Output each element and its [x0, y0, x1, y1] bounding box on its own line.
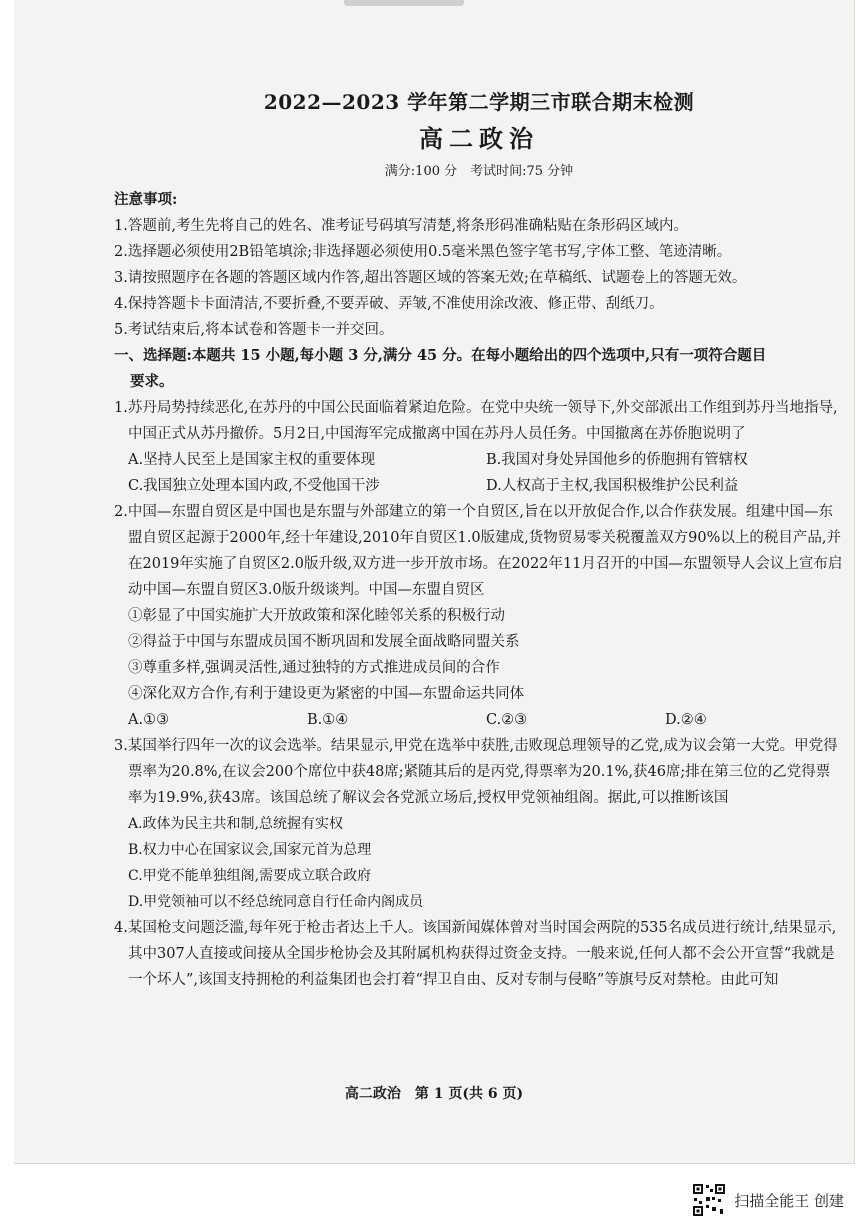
question-stem: 2.中国—东盟自贸区是中国也是东盟与外部建立的第一个自贸区,旨在以开放促合作,以合作获发展。组建中国—东盟自贸区起源于2000年,经十年建设,2010年自贸区1.0版建成,货物贸易零关税覆盖双方90%以上的税目产品,并在2019年实施了自贸区2.0版升级,双方进一步开放市场。在2022年11月召开的中国—东盟领导人会议上宣布启动中国—东盟自贸区3.0版升级谈判。中国—东盟自贸区: [114, 504, 843, 598]
option-b: B.我国对身处异国他乡的侨胞拥有管辖权: [486, 452, 748, 468]
options-row: [114, 707, 844, 733]
option-d: D.甲党领袖可以不经总统同意自行任命内阁成员: [128, 894, 424, 910]
option-c: C.我国独立处理本国内政,不受他国干涉: [128, 478, 380, 494]
option-b: B.权力中心在国家议会,国家元首为总理: [128, 842, 372, 858]
section-heading-cont: 要求。: [130, 373, 174, 390]
option-c: C.②③: [486, 712, 528, 728]
option-d: D.人权高于主权,我国积极维护公民利益: [486, 478, 739, 494]
exam-meta: 满分:100 分 考试时间:75 分钟: [384, 164, 574, 179]
statement: ③尊重多样,强调灵活性,通过独特的方式推进成员间的合作: [128, 660, 500, 676]
option-a: A.坚持人民至上是国家主权的重要体现: [128, 452, 376, 468]
exam-content: [114, 86, 844, 993]
notice-heading: 注意事项:: [114, 191, 178, 208]
exam-subject: 高二政治: [419, 124, 539, 153]
question-stem: 4.某国枪支问题泛滥,每年死于枪击者达上千人。该国新闻媒体曾对当时国会两院的535名成员进行统计,结果显示,其中307人直接或间接从全国步枪协会及其附属机构获得过资金支持。一般来说,任何人都不会公开宣誓“我就是一个坏人”,该国支持拥枪的利益集团也会打着“捍卫自由、反对专制与侵略”等旗号反对禁枪。由此可知: [114, 920, 837, 988]
question-1: [114, 395, 844, 499]
question-2: [114, 499, 844, 733]
question-4: [114, 915, 844, 993]
option-b: B.①④: [307, 712, 349, 728]
scanner-watermark: [692, 1183, 844, 1217]
question-stem: 3.某国举行四年一次的议会选举。结果显示,甲党在选举中获胜,击败现总理领导的乙党,成为议会第一大党。甲党得票率为20.8%,在议会200个席位中获48席;紧随其后的是丙党,得票率为20.1%,获46席;排在第三位的乙党得票率为19.9%,获43席。该国总统了解议会各党派立场后,授权甲党领袖组阁。据此,可以推断该国: [114, 738, 838, 806]
scanner-label: 扫描全能王 创建: [734, 1191, 844, 1210]
option-c: C.甲党不能单独组阁,需要成立联合政府: [128, 868, 372, 884]
notice-item: 4.保持答题卡卡面清洁,不要折叠,不要弄破、弄皱,不准使用涂改液、修正带、刮纸刀。: [114, 296, 664, 312]
option-a: A.政体为民主共和制,总统握有实权: [128, 816, 344, 832]
notice-item: 1.答题前,考生先将自己的姓名、准考证号码填写清楚,将条形码准确粘贴在条形码区域内。: [114, 218, 689, 234]
option-d: D.②④: [665, 712, 707, 728]
exam-title: 2022—2023 学年第二学期三市联合期末检测: [263, 90, 695, 114]
notice-item: 3.请按照题序在各题的答题区域内作答,超出答题区域的答案无效;在草稿纸、试题卷上的答题无效。: [114, 270, 747, 286]
question-stem: 1.苏丹局势持续恶化,在苏丹的中国公民面临着紧迫危险。在党中央统一领导下,外交部派出工作组到苏丹当地指导,中国正式从苏丹撤侨。5月2日,中国海军完成撤离中国在苏丹人员任务。中国撤离在苏侨胞说明了: [114, 400, 838, 442]
page-tab-mark: [344, 0, 464, 6]
notice-item: 2.选择题必须使用2B铅笔填涂;非选择题必须使用0.5毫米黑色签字笔书写,字体工整、笔迹清晰。: [114, 244, 732, 260]
exam-page: [14, 0, 855, 1164]
option-a: A.①③: [128, 712, 170, 728]
options-row: [114, 473, 844, 499]
question-3: [114, 733, 844, 915]
statement: ②得益于中国与东盟成员国不断巩固和发展全面战略同盟关系: [128, 634, 520, 650]
statement: ④深化双方合作,有利于建设更为紧密的中国—东盟命运共同体: [128, 686, 525, 702]
options-row: [114, 447, 844, 473]
notice-item: 5.考试结束后,将本试卷和答题卡一并交回。: [114, 322, 394, 338]
statement: ①彰显了中国实施扩大开放政策和深化睦邻关系的积极行动: [128, 608, 505, 624]
section-heading: 一、选择题:本题共 15 小题,每小题 3 分,满分 45 分。在每小题给出的四个选项中,只有一项符合题目: [114, 347, 767, 364]
qr-code-icon: [692, 1183, 726, 1217]
page-footer: 高二政治 第 1 页(共 6 页): [344, 1086, 524, 1102]
